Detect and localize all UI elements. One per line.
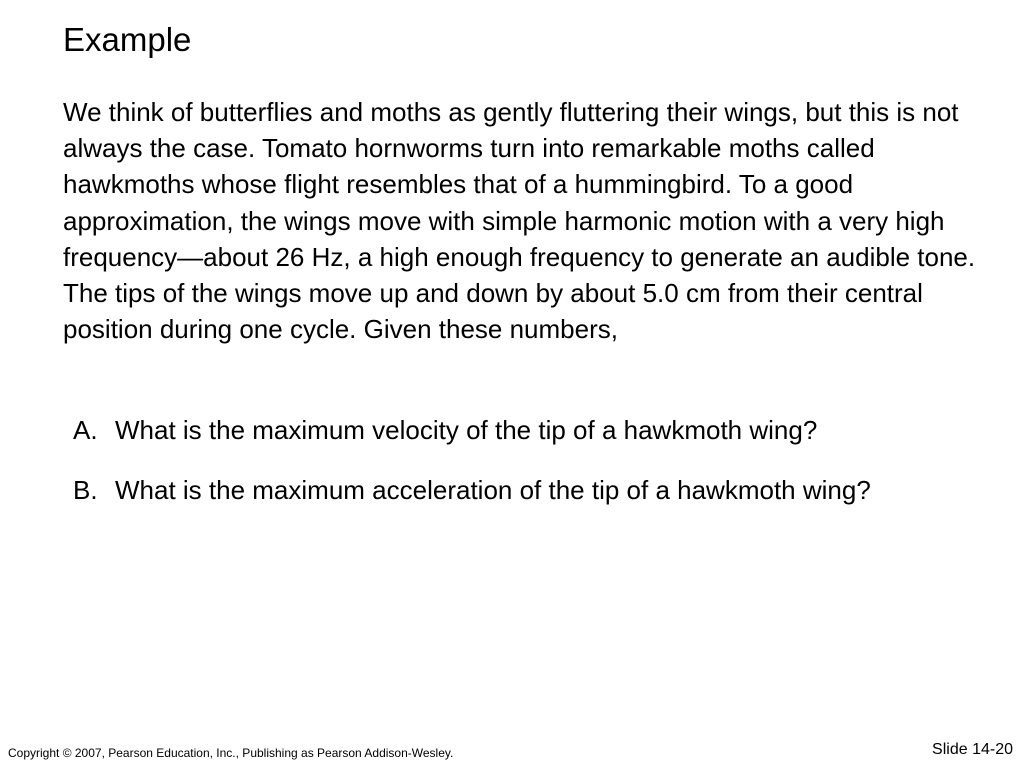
question-list: [63, 412, 963, 532]
question-letter: B.: [73, 475, 98, 506]
problem-statement: We think of butterflies and moths as gently fluttering their wings, but this is not always the case. Tomato hornworms turn into remarkable moths called hawkmoths whose flight resembles that of a hummingbird. To a good approximation, the wings move with simple harmonic motion with a very high frequency—about 26 Hz, a high enough frequency to generate an audible tone. The tips of the wings move up and down by about 5.0 cm from their central position during one cycle. Given these numbers,: [63, 97, 976, 345]
question-letter: A.: [73, 415, 98, 445]
copyright-notice: Copyright © 2007, Pearson Education, Inc., Publishing as Pearson Addison-Wesley.: [8, 746, 454, 760]
question-item: [63, 472, 963, 508]
question-text: What is the maximum velocity of the tip of a hawkmoth wing?: [115, 415, 818, 445]
slide-number: Slide 14-20: [932, 741, 1013, 758]
question-text: What is the maximum acceleration of the tip of a hawkmoth wing?: [115, 475, 871, 506]
question-item: [63, 412, 963, 448]
slide-title: Example: [63, 21, 192, 58]
